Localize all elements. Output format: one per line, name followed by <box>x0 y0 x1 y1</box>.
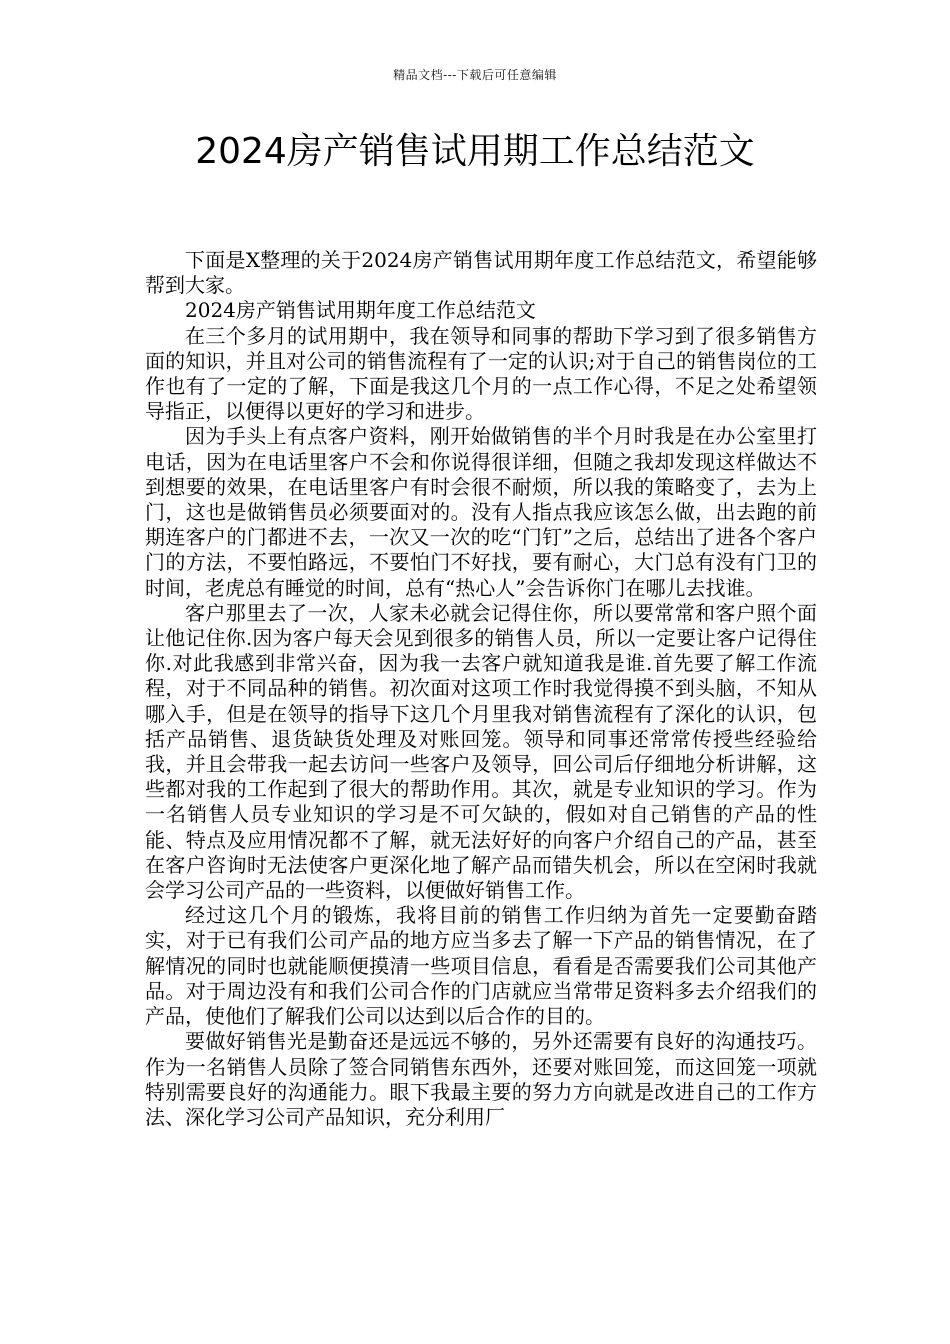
paragraph: 经过这几个月的锻炼，我将目前的销售工作归纳为首先一定要勤奋踏实，对于已有我们公司产品的地方应当多去了解一下产品的销售情况，在了解情况的同时也就能顺便摸清一些项目信息，看看是否需要我们公司其他产品。对于周边没有和我们公司合作的门店就应当常带足资料多去介绍我们的产品，使他们了解我们公司以达到以后合作的目的。 <box>145 903 817 1029</box>
paragraph: 因为手头上有点客户资料，刚开始做销售的半个月时我是在办公室里打电话，因为在电话里客户不会和你说得很详细，但随之我却发现这样做达不到想要的效果，在电话里客户有时会很不耐烦，所以我的策略变了，去为上门，这也是做销售员必须要面对的。没有人指点我应该怎么做，出去跑的前期连客户的门都进不去，一次又一次的吃“门钉”之后，总结出了进各个客户门的方法，不要怕路远，不要怕门不好找，要有耐心，大门总有没有门卫的时间，老虎总有睡觉的时间，总有“热心人”会告诉你门在哪儿去找谁。 <box>145 424 817 600</box>
document-title: 2024房产销售试用期工作总结范文 <box>195 131 755 172</box>
document-body <box>145 248 817 1130</box>
paragraph-subtitle: 2024房产销售试用期年度工作总结范文 <box>185 298 536 323</box>
paragraph: 要做好销售光是勤奋还是远远不够的，另外还需要有良好的沟通技巧。作为一名销售人员除了签合同销售东西外，还要对账回笼，而这回笼一项就特别需要良好的沟通能力。眼下我最主要的努力方向就是改进自己的工作方法、深化学习公司产品知识，充分利用厂 <box>145 1029 817 1129</box>
paragraph: 在三个多月的试用期中，我在领导和同事的帮助下学习到了很多销售方面的知识，并且对公司的销售流程有了一定的认识;对于自己的销售岗位的工作也有了一定的了解，下面是我这几个月的一点工作心得，不足之处希望领导指正，以便得以更好的学习和进步。 <box>145 323 817 424</box>
header-note: 精品文档---下载后可任意编辑 <box>393 68 557 82</box>
paragraph-intro: 下面是X整理的关于2024房产销售试用期年度工作总结范文，希望能够帮到大家。 <box>145 248 817 298</box>
paragraph: 客户那里去了一次，人家未必就会记得住你，所以要常常和客户照个面让他记住你.因为客户每天会见到很多的销售人员，所以一定要让客户记得住你.对此我感到非常兴奋，因为我一去客户就知道我是谁.首先要了解工作流程，对于不同品种的销售。初次面对这项工作时我觉得摸不到头脑，不知从哪入手，但是在领导的指导下这几个月里我对销售流程有了深化的认识，包括产品销售、退货缺货处理及对账回笼。领导和同事还常常传授些经验给我，并且会带我一起去访问一些客户及领导，回公司后仔细地分析讲解，这些都对我的工作起到了很大的帮助作用。其次，就是专业知识的学习。作为一名销售人员专业知识的学习是不可欠缺的，假如对自己销售的产品的性能、特点及应用情况都不了解，就无法好好的向客户介绍自己的产品，甚至在客户咨询时无法使客户更深化地了解产品而错失机会，所以在空闲时我就会学习公司产品的一些资料，以便做好销售工作。 <box>145 600 817 903</box>
